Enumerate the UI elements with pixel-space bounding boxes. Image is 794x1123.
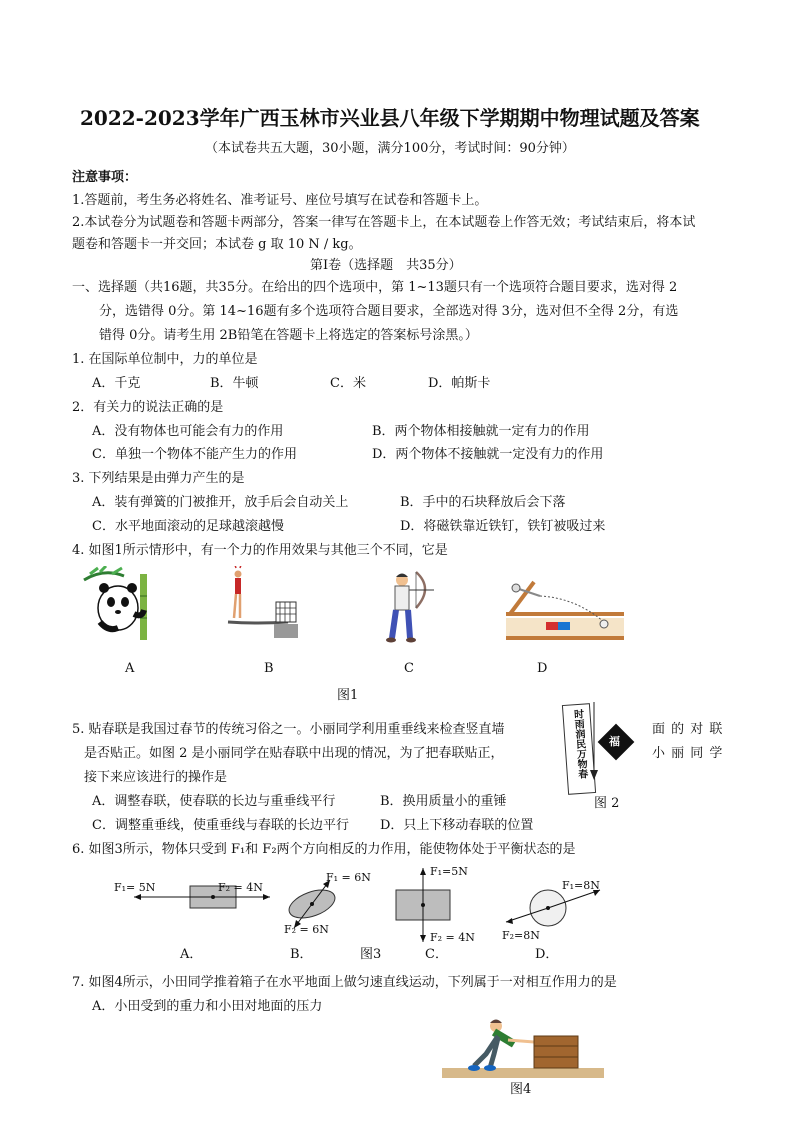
fig3b-f1-label: F₁ = 6N [326, 871, 371, 884]
fig3a-f1-label: F₁= 5N [114, 881, 156, 894]
question-5-stem: 接下来应该进行的操作是 [84, 770, 228, 785]
q1-option-b: B．牛顿 [210, 376, 259, 391]
notice-heading: 注意事项： [72, 170, 138, 185]
page-title: 2022-2023学年广西玉林市兴业县八年级下学期期中物理试题及答案 [80, 106, 700, 130]
notice-line: 1.答题前，考生务必将姓名、准考证号、座位号填写在试卷和答题卡上。 [72, 193, 488, 208]
q3-option-b: B．手中的石块释放后会下落 [400, 495, 566, 510]
q5-option-b: B．换用质量小的重锤 [380, 794, 507, 809]
question-5-stem: 是否贴正。如图 2 是小丽同学在贴春联中出现的情况，为了把春联贴正， [84, 746, 504, 761]
notice-line: 2.本试卷分为试题卷和答题卡两部分，答案一律写在答题卡上，在本试题卷上作答无效；考试结束后，将本试 [72, 215, 696, 230]
section-heading: 第Ⅰ卷（选择题 共35分） [310, 258, 462, 273]
q3-option-d: D．将磁铁靠近铁钉，铁钉被吸过来 [400, 519, 606, 534]
fu-character: 福 [609, 735, 620, 748]
q2-option-b: B．两个物体相接触就一定有力的作用 [372, 424, 590, 439]
diver-springboard-illustration [222, 566, 302, 642]
fig3d-f2-label: F₂=8N [502, 929, 540, 942]
q1-option-d: D．帕斯卡 [428, 376, 491, 391]
couplet-text: 时雨润民万物春 [571, 708, 588, 780]
question-7-stem: 7. 如图4所示，小田同学推着箱子在水平地面上做匀速直线运动，下列属于一对相互作用力的是 [72, 975, 617, 990]
fig3c-f1-label: F₁=5N [430, 865, 468, 878]
fig3-label-b: B． [290, 947, 313, 962]
q1-option-a: A．千克 [92, 376, 141, 391]
fig3-label-d: D． [535, 947, 559, 962]
question-3-stem: 3. 下列结果是由弹力产生的是 [72, 471, 245, 486]
question-5-stem-right: 小 丽 同 学 [652, 746, 724, 761]
q5-option-d: D．只上下移动春联的位置 [380, 818, 534, 833]
q2-option-c: C．单独一个物体不能产生力的作用 [92, 447, 297, 462]
q5-option-c: C．调整重垂线，使重垂线与春联的长边平行 [92, 818, 349, 833]
fig1-label-b: B [264, 661, 274, 676]
magnet-ball-illustration [506, 578, 624, 642]
q3-option-c: C．水平地面滚动的足球越滚越慢 [92, 519, 284, 534]
fig3d-f1-label: F₁=8N [562, 879, 600, 892]
fig3-caption: 图3 [360, 947, 382, 962]
fig3a-f2-label: F₂ = 4N [218, 881, 263, 894]
question-5-stem: 5. 贴春联是我国过春节的传统习俗之一。小丽同学利用重垂线来检查竖直墙 [72, 722, 505, 737]
question-1-stem: 1. 在国际单位制中，力的单位是 [72, 352, 258, 367]
archer-illustration [382, 568, 438, 644]
fig3b-f2-label: F₂ = 6N [284, 923, 329, 936]
fig1-label-d: D [537, 661, 548, 676]
fig3c-f2-label: F₂ = 4N [430, 931, 475, 944]
q5-option-a: A．调整春联，使春联的长边与重垂线平行 [92, 794, 336, 809]
fig1-caption: 图1 [337, 688, 359, 703]
q2-option-d: D．两个物体不接触就一定没有力的作用 [372, 447, 604, 462]
fig1-label-c: C [404, 661, 414, 676]
fig4-caption: 图4 [510, 1082, 532, 1097]
q3-option-a: A．装有弹簧的门被推开，放手后会自动关上 [92, 495, 349, 510]
fig2-caption: 图 2 [594, 796, 620, 811]
q1-option-c: C．米 [330, 376, 366, 391]
notice-line: 题卷和答题卡一并交回；本试卷 g 取 10 N / kg。 [72, 237, 362, 252]
section-intro: 错得 0分。请考生用 2B铅笔在答题卡上将选定的答案标号涂黑。） [99, 328, 478, 343]
question-4-stem: 4. 如图1所示情形中，有一个力的作用效果与其他三个不同，它是 [72, 543, 448, 558]
q7-option-a: A．小田受到的重力和小田对地面的压力 [92, 999, 323, 1014]
panda-bamboo-illustration [78, 566, 160, 642]
section-intro: 一、选择题（共16题，共35分。在给出的四个选项中，第 1~13题只有一个选项符合题目要求，选对得 2 [72, 280, 678, 295]
question-5-stem-right: 面 的 对 联 [652, 722, 724, 737]
question-6-stem: 6. 如图3所示，物体只受到 F₁和 F₂两个方向相反的力作用，能使物体处于平衡状态的是 [72, 842, 576, 857]
q2-option-a: A．没有物体也可能会有力的作用 [92, 424, 284, 439]
fig3-label-c: C． [425, 947, 448, 962]
fig1-label-a: A [125, 661, 135, 676]
question-2-stem: 2．有关力的说法正确的是 [72, 400, 224, 415]
fig3-label-a: A． [180, 947, 203, 962]
section-intro: 分，选错得 0分。第 14~16题有多个选项符合题目要求，全部选对得 3分，选对但不全得 2分，有选 [99, 304, 679, 319]
exam-info: （本试卷共五大题，30小题，满分100分，考试时间：90分钟） [205, 141, 575, 156]
pushing-box-illustration [442, 1016, 604, 1080]
